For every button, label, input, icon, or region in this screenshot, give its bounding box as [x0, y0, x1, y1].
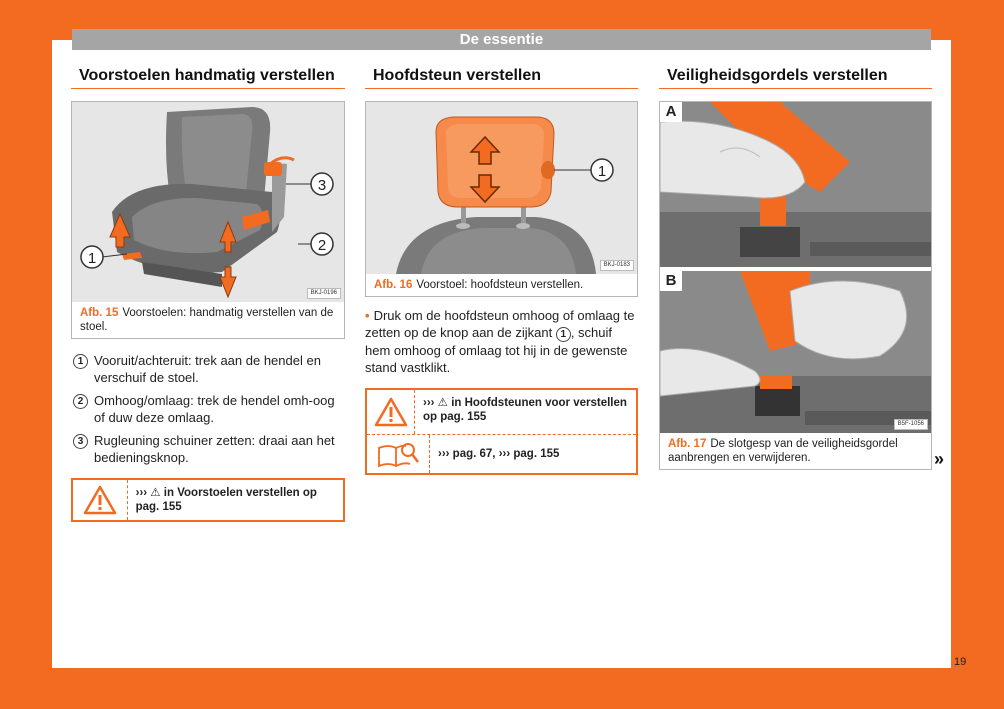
seatbelt-drawing-b [660, 271, 931, 433]
item-text: Omhoog/omlaag: trek de hendel omh-oog of duw deze omlaag. [94, 393, 335, 425]
headrest-illustration [366, 102, 637, 274]
section-headrest [365, 64, 638, 475]
warning-row [367, 390, 636, 435]
warning-link[interactable]: ››› ⚠ in Hoofdsteunen voor verstellen op pag. 155 [423, 397, 627, 423]
section-title: Veiligheidsgordels verstellen [659, 64, 932, 89]
inline-callout: 1 [556, 327, 571, 342]
list-item [71, 353, 345, 386]
warning-box [365, 388, 638, 475]
section-seatbelts [659, 64, 932, 470]
continue-mark: » [934, 449, 945, 469]
item-number: 1 [73, 354, 88, 369]
panel-label-a: A [660, 102, 682, 122]
item-number: 3 [73, 434, 88, 449]
figure-number: Afb. 17 [668, 438, 707, 450]
callout-1: 1 [597, 163, 607, 180]
image-code: B5F-1056 [894, 419, 928, 430]
section-title: Hoofdsteun verstellen [365, 64, 638, 89]
figure-caption-text: Voorstoel: hoofdsteun verstellen. [416, 279, 584, 291]
warning-icon [73, 480, 128, 520]
figure-15 [71, 101, 345, 339]
reference-links[interactable]: ››› pag. 67, ››› pag. 155 [438, 448, 560, 460]
figure-number: Afb. 15 [80, 307, 119, 319]
image-code: BKJ-0196 [307, 288, 341, 299]
callout-1: 1 [87, 250, 97, 267]
item-text: Rugleuning schuiner zetten: draai aan het bedieningsknop. [94, 433, 335, 465]
item-number: 2 [73, 394, 88, 409]
callout-2: 2 [317, 237, 327, 254]
seat-illustration [72, 102, 344, 302]
seatbelt-drawing-a [660, 102, 931, 267]
warning-link[interactable]: ››› ⚠ in Voorstoelen verstellen op pag. 155 [135, 487, 317, 513]
instruction-paragraph [365, 307, 638, 376]
warning-icon [367, 390, 415, 434]
list-item [71, 433, 345, 466]
bullet-icon: • [365, 308, 370, 323]
item-text: Vooruit/achteruit: trek aan de hendel en verschuif de stoel. [94, 353, 321, 385]
warning-box [71, 478, 345, 522]
seatbelt-illustration-a [660, 102, 931, 267]
seat-drawing [72, 102, 344, 302]
image-code: BKJ-0183 [600, 260, 634, 271]
figure-16 [365, 101, 638, 297]
para-text-b: , schuif hem omhoog of omlaag tot hij in de gewenste stand vastklikt. [365, 325, 628, 375]
page-number: 19 [954, 656, 967, 668]
section-title: Voorstoelen handmatig verstellen [71, 64, 345, 89]
figure-17 [659, 101, 932, 470]
book-search-icon [367, 435, 430, 473]
headrest-drawing [366, 102, 637, 274]
para-text-a: Druk om de hoofdsteun omhoog of omlaag te zetten op de knop aan de zijkant [365, 308, 635, 340]
instruction-list [71, 353, 345, 466]
figure-caption [366, 274, 637, 296]
figure-caption [660, 433, 931, 469]
figure-caption-text: Voorstoelen: handmatig verstellen van de stoel. [80, 307, 334, 333]
figure-number: Afb. 16 [374, 279, 413, 291]
figure-caption-text: De slotgesp van de veiligheidsgordel aanbrengen en verwijderen. [668, 438, 898, 464]
chapter-banner: De essentie [72, 29, 931, 50]
section-front-seats [71, 64, 345, 522]
panel-label-b: B [660, 271, 682, 291]
seatbelt-illustration-b [660, 271, 931, 433]
reference-row [367, 435, 636, 473]
figure-caption [72, 302, 344, 338]
callout-3: 3 [317, 177, 327, 194]
list-item [71, 393, 345, 426]
